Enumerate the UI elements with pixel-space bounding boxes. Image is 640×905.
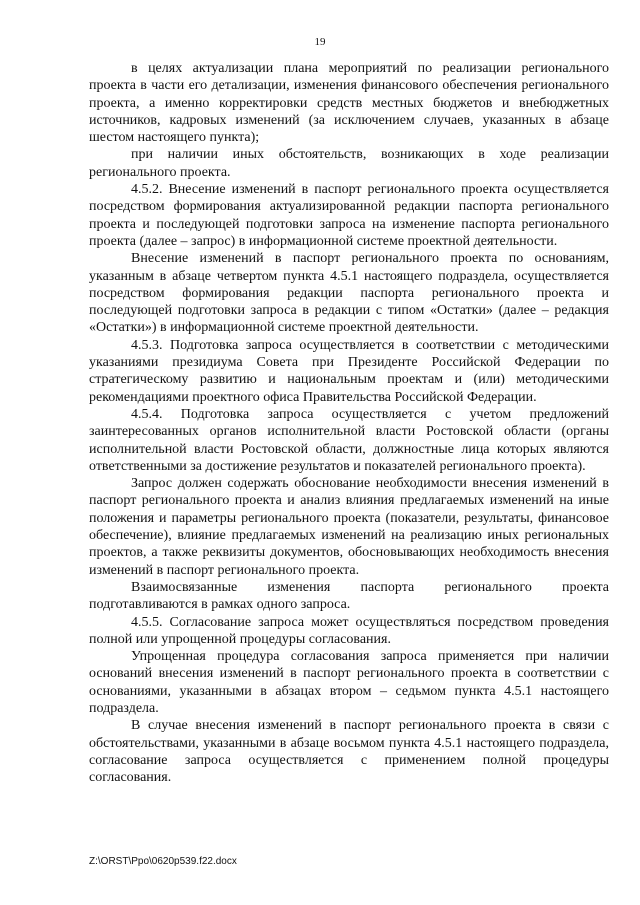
paragraph: Взаимосвязанные изменения паспорта регионального проекта подготавливаются в рамках одного запроса. bbox=[89, 579, 609, 613]
paragraph: при наличии иных обстоятельств, возникающих в ходе реализации регионального проекта. bbox=[89, 147, 609, 180]
document-body bbox=[89, 60, 609, 786]
paragraph: Упрощенная процедура согласования запроса применяется при наличии оснований внесения изменений в паспорт регионального проекта в соответствии с основаниями, указанными в абзацах втором – седьмом пункта 4.5.1 настоящего подраздела. bbox=[89, 649, 609, 716]
paragraph: Внесение изменений в паспорт регионального проекта по основаниям, указанным в абзаце четвертом пункта 4.5.1 настоящего подраздела, осуществляется посредством формирования редакции паспорта регионального проекта и последующей подготовки запроса в редакции с типом «Остатки» (далее – редакция «Остатки») в информационной системе проектной деятельности. bbox=[89, 251, 609, 336]
paragraph: 4.5.3. Подготовка запроса осуществляется в соответствии с методическими указаниями президиума Совета при Президенте Российской Федерации по стратегическому развитию и национальным проектам и (или) методическими рекомендациями проектного офиса Правительства Российской Федерации. bbox=[89, 337, 609, 405]
footer-file-path: Z:\ORST\Ppo\0620p539.f22.docx bbox=[89, 856, 237, 867]
paragraph: 4.5.5. Согласование запроса может осуществляться посредством проведения полной или упрощенной процедуры согласования. bbox=[89, 614, 609, 647]
paragraph: Запрос должен содержать обоснование необходимости внесения изменений в паспорт регионального проекта и анализ влияния предлагаемых изменений на иные положения и параметры регионального проекта (показатели, результаты, финансовое обеспечение), влияние предлагаемых изменений на реализацию иных региональных проектов, а также реквизиты документов, обосновывающих необходимость внесения изменений в паспорт регионального проекта. bbox=[89, 476, 609, 578]
paragraph: В случае внесения изменений в паспорт регионального проекта в связи с обстоятельствами, указанными в абзаце восьмом пункта 4.5.1 настоящего подраздела, согласование запроса осуществляется с применением полной процедуры согласования. bbox=[89, 718, 609, 786]
page-number: 19 bbox=[314, 36, 326, 48]
paragraph: в целях актуализации плана мероприятий по реализации регионального проекта в части его детализации, изменения финансового обеспечения регионального проекта, а именно корректировки средств местных бюджетов и внебюджетных источников, кадровых изменений (за исключением случаев, указанных в абзаце шестом настоящего пункта); bbox=[89, 61, 609, 146]
paragraph: 4.5.4. Подготовка запроса осуществляется с учетом предложений заинтересованных органов исполнительной власти Ростовской области (органы исполнительной власти Ростовской области, должностные лица которых являются ответственными за достижение результатов и показателей регионального проекта). bbox=[89, 406, 609, 474]
paragraph: 4.5.2. Внесение изменений в паспорт регионального проекта осуществляется посредством формирования актуализированной редакции паспорта регионального проекта и последующей подготовки запроса на изменение паспорта регионального проекта (далее – запрос) в информационной системе проектной деятельности. bbox=[89, 182, 609, 249]
